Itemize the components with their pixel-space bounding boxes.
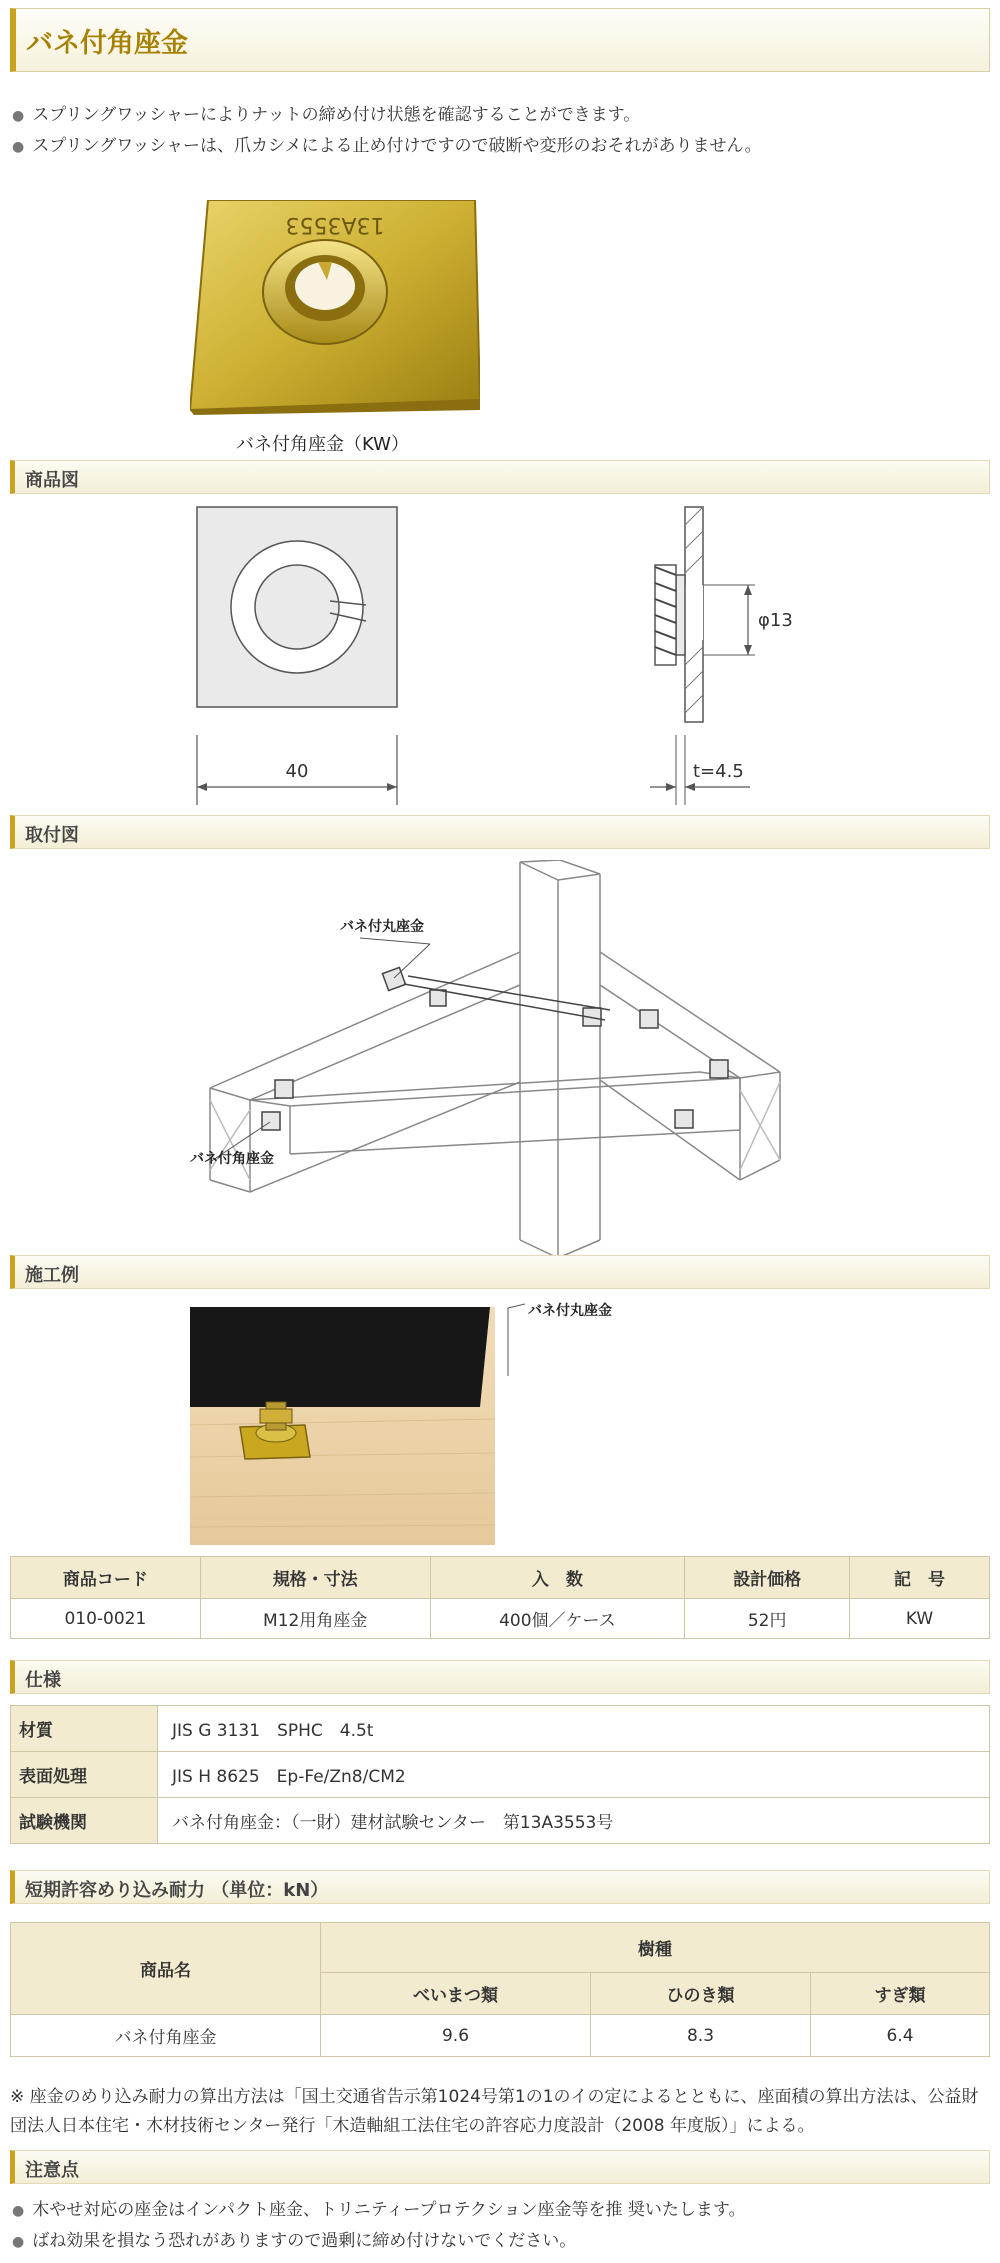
load-value: 6.4 [811, 2015, 990, 2057]
load-product-name: バネ付角座金 [11, 2015, 321, 2057]
section-load [10, 1870, 990, 1904]
section-caution [10, 2150, 990, 2184]
spec-key: 表面処理 [11, 1752, 158, 1798]
section-title: 仕様 [25, 1670, 61, 1691]
product-symbol: KW [850, 1599, 990, 1639]
product-spec: M12用角座金 [200, 1599, 430, 1639]
load-note: ※ 座金のめり込み耐力の算出方法は「国土交通省告示第1024号第1の1のイの定によるとともに、座面積の算出方法は、公益財団法人日本住宅・木材技術センター発行「木造軸組工法住宅の許容応力度設計（2008 年度版）」による。 [10, 2087, 979, 2136]
section-spec [10, 1660, 990, 1694]
load-species-header: ひのき類 [591, 1973, 811, 2015]
table-header: 商品コード [11, 1557, 201, 1599]
example-photo [190, 1307, 495, 1545]
example-label-round: バネ付丸座金 [528, 1303, 612, 1319]
load-species-header: べいまつ類 [321, 1973, 591, 2015]
table-header: 規格・寸法 [200, 1557, 430, 1599]
section-example [10, 1255, 990, 1289]
spec-key: 材質 [11, 1706, 158, 1752]
install-diagram [180, 860, 820, 1260]
table-header: 入 数 [430, 1557, 685, 1599]
table-row [11, 1706, 990, 1752]
table-row [11, 1599, 990, 1639]
section-title: 施工例 [25, 1265, 79, 1286]
product-photo [190, 200, 480, 415]
caution-item: ● ばね効果を損なう恐れがありますので過剰に締め付けないでください。 [12, 2226, 982, 2257]
table-row [11, 1798, 990, 1844]
table-row [11, 2015, 990, 2057]
spec-table [10, 1705, 990, 1844]
install-label-square: バネ付角座金 [190, 1151, 274, 1167]
caution-item: ● 木やせ対応の座金はインパクト座金、トリニティープロテクション座金等を推 奨いたします。 [12, 2195, 982, 2226]
page-title: バネ付角座金 [26, 28, 188, 59]
caution-list [12, 2195, 982, 2257]
product-drawing [180, 505, 830, 805]
thickness-dimension-label: t=4.5 [693, 761, 744, 782]
load-group-header: 樹種 [321, 1923, 990, 1973]
feature-item: ● スプリングワッシャーは、爪カシメによる止め付けですので破断や変形のおそれがありません。 [12, 131, 982, 162]
spec-key: 試験機関 [11, 1798, 158, 1844]
product-table [10, 1556, 990, 1639]
product-photo-caption: バネ付角座金（KW） [236, 434, 409, 455]
load-name-header: 商品名 [11, 1923, 321, 2015]
feature-item: ● スプリングワッシャーによりナットの締め付け状態を確認することができます。 [12, 100, 982, 131]
section-drawing [10, 460, 990, 494]
page-title-bar [10, 8, 990, 72]
diameter-dimension-label: φ13 [758, 610, 793, 631]
feature-list [12, 100, 982, 162]
spec-value: JIS H 8625 Ep-Fe/Zn8/CM2 [158, 1752, 990, 1798]
product-price: 52円 [685, 1599, 850, 1639]
table-header: 設計価格 [685, 1557, 850, 1599]
load-table [10, 1922, 990, 2057]
install-label-round: バネ付丸座金 [340, 919, 424, 935]
load-value: 8.3 [591, 2015, 811, 2057]
section-title: 商品図 [25, 470, 79, 491]
section-title: 注意点 [25, 2160, 79, 2181]
load-species-header: すぎ類 [811, 1973, 990, 2015]
washer-stamp: 13A3553 [285, 212, 385, 237]
table-row [11, 1752, 990, 1798]
spec-value: JIS G 3131 SPHC 4.5t [158, 1706, 990, 1752]
spec-value: バネ付角座金：（一財）建材試験センター 第13A3553号 [158, 1798, 990, 1844]
section-title: 取付図 [25, 825, 79, 846]
product-code: 010-0021 [11, 1599, 201, 1639]
example-leader-line [500, 1300, 530, 1380]
section-install [10, 815, 990, 849]
load-value: 9.6 [321, 2015, 591, 2057]
table-header: 記 号 [850, 1557, 990, 1599]
width-dimension-label: 40 [285, 761, 309, 782]
section-title: 短期許容めり込み耐力 （単位：kN） [25, 1880, 329, 1901]
product-quantity: 400個／ケース [430, 1599, 685, 1639]
